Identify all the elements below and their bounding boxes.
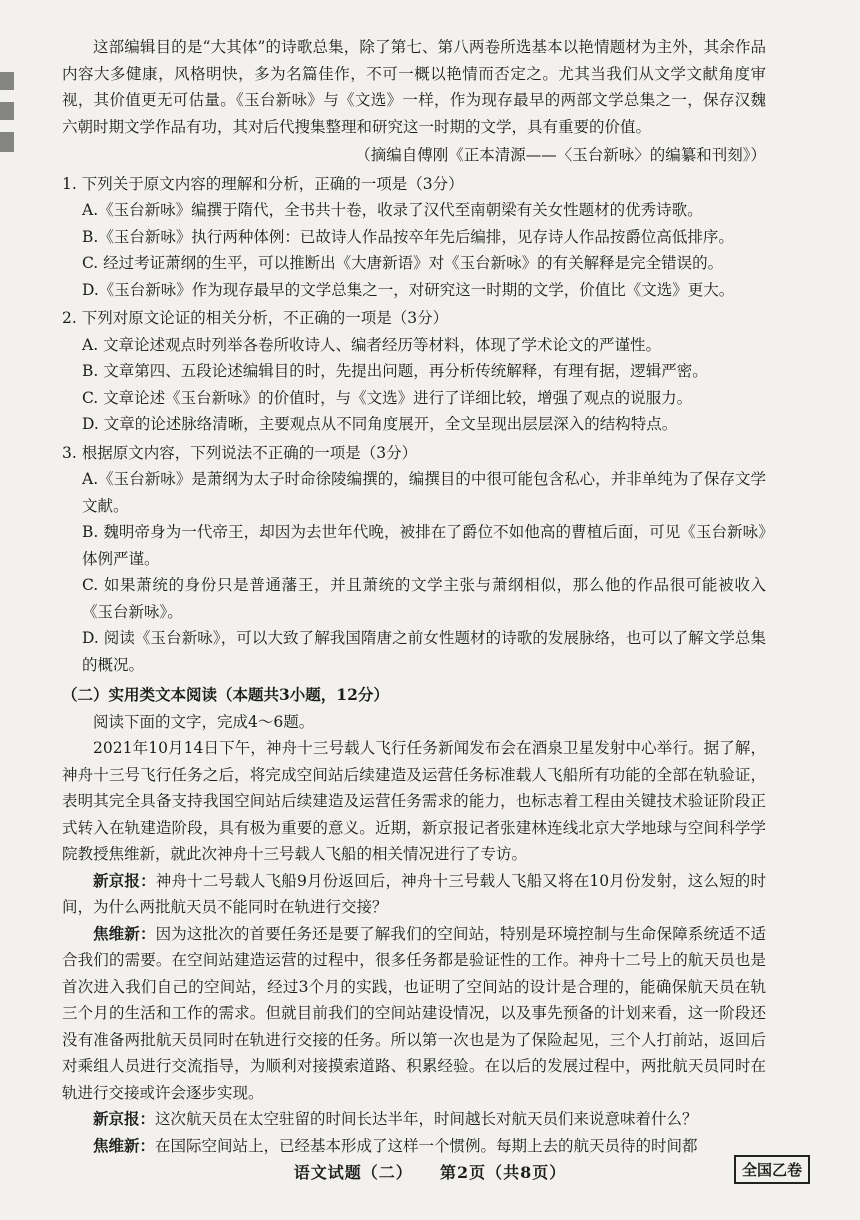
article-lead: 2021年10月14日下午，神舟十三号载人飞行任务新闻发布会在酒泉卫星发射中心举行。据了解，神舟十三号飞行任务之后，将完成空间站后续建造及运营任务标准载人飞船所有功能的全部在轨验证，表明其完全具备支持我国空间站后续建造及运营任务需求的能力，也标志着工程由关键技术验证阶段正式转入在轨建造阶段，具有极为重要的意义。近期，新京报记者张建林连线北京大学地球与空间科学学院教授焦维新，就此次神舟十三号载人飞船的相关情况进行了专访。 xyxy=(62,739,766,863)
qa-item xyxy=(62,921,766,1107)
qa-item xyxy=(62,1133,766,1160)
question-stem: 3. 根据原文内容，下列说法不正确的一项是（3分） xyxy=(62,443,418,462)
option-c: C. 如果萧统的身份只是普通藩王，并且萧统的文学主张与萧纲相似，那么他的作品很可能被收入《玉台新咏》。 xyxy=(82,576,766,621)
question-stem: 1. 下列关于原文内容的理解和分析，正确的一项是（3分） xyxy=(62,174,464,193)
option-a: A. 文章论述观点时列举各卷所收诗人、编者经历等材料，体现了学术论文的严谨性。 xyxy=(82,335,662,354)
instruction: 阅读下面的文字，完成4～6题。 xyxy=(93,712,315,731)
qa-text: 神舟十二号载人飞船9月份返回后，神舟十三号载人飞船又将在10月份发射，这么短的时间，为什么两批航天员不能同时在轨进行交接？ xyxy=(62,871,766,916)
speaker: 焦维新： xyxy=(93,923,156,943)
exam-region-badge: 全国乙卷 xyxy=(734,1155,810,1184)
option-c: C. 文章论述《玉台新咏》的价值时，与《文选》进行了详细比较，增强了观点的说服力。 xyxy=(82,388,693,407)
section-title: （二）实用类文本阅读（本题共3小题，12分） xyxy=(62,685,389,704)
question-1 xyxy=(62,171,766,304)
speaker: 新京报： xyxy=(93,1109,156,1128)
qa-text: 在国际空间站上，已经基本形成了这样一个惯例。每期上去的航天员待的时间都 xyxy=(155,1136,698,1155)
option-a: A.《玉台新咏》编撰于隋代，全书共十卷，收录了汉代至南朝梁有关女性题材的优秀诗歌。 xyxy=(82,201,703,219)
qa-text: 这次航天员在太空驻留的时间长达半年，时间越长对航天员们来说意味着什么？ xyxy=(155,1110,698,1128)
source-citation: （摘编自傅刚《正本清源——〈玉台新咏〉的编纂和刊刻》） xyxy=(355,146,766,164)
option-c: C. 经过考证萧纲的生平，可以推断出《大唐新语》对《玉台新咏》的有关解释是完全错误的。 xyxy=(82,254,724,272)
exam-title: 语文试题（二） xyxy=(293,1163,413,1182)
option-b: B. 魏明帝身为一代帝王，却因为去世年代晚，被排在了爵位不如他高的曹植后面，可见《玉台新咏》体例严谨。 xyxy=(82,523,766,568)
speaker: 新京报： xyxy=(93,870,156,890)
qa-item xyxy=(62,868,766,921)
option-b: B. 文章第四、五段论述编辑目的时，先提出问题，再分析传统解释，有理有据，逻辑严密。 xyxy=(82,362,708,380)
question-2 xyxy=(62,305,766,438)
page-number: 第2页（共8页） xyxy=(439,1163,567,1182)
intro-paragraph: 这部编辑目的是“大其体”的诗歌总集，除了第七、第八两卷所选基本以艳情题材为主外，其余作品内容大多健康，风格明快，多为名篇佳作，不可一概以艳情而否定之。尤其当我们从文学文献角度审视，其价值更无可估量。《玉台新咏》与《文选》一样，作为现存最早的两部文学总集之一，保存汉魏六朝时期文学作品有功，其对后代搜集整理和研究这一时期的文学，具有重要的价值。 xyxy=(62,38,766,136)
question-stem: 2. 下列对原文论证的相关分析，不正确的一项是（3分） xyxy=(62,309,449,327)
binding-edge-mark xyxy=(0,72,14,172)
option-d: D. 阅读《玉台新咏》，可以大致了解我国隋唐之前女性题材的诗歌的发展脉络，也可以了解文学总集的概况。 xyxy=(82,629,766,674)
qa-text: 因为这批次的首要任务还是要了解我们的空间站，特别是环境控制与生命保障系统适不适合我们的需要。在空间站建造运营的过程中，很多任务都是验证性的工作。神舟十二号上的航天员也是首次进入我们自己的空间站，经过3个月的实践，也证明了空间站的设计是合理的，能确保航天员在轨三个月的生活和工作的需求。但就目前我们的空间站建设情况，以及事先预备的计划来看，这一阶段还没有准备两批航天员同时在轨进行交接的任务。所以第一次也是为了保险起见，三个人打前站，返回后对乘组人员进行交流指导，为顺利对接摸索道路、积累经验。在以后的发展过程中，两批航天员同时在轨进行交接或许会逐步实现。 xyxy=(62,924,766,1102)
qa-item xyxy=(62,1106,766,1133)
option-d: D.《玉台新咏》作为现存最早的文学总集之一，对研究这一时期的文学，价值比《文选》更大。 xyxy=(82,280,735,299)
page-footer xyxy=(0,1160,860,1183)
page-content xyxy=(62,34,766,1159)
speaker: 焦维新： xyxy=(93,1135,156,1155)
option-d: D. 文章的论述脉络清晰，主要观点从不同角度展开，全文呈现出层层深入的结构特点。 xyxy=(82,415,678,433)
option-a: A.《玉台新咏》是萧纲为太子时命徐陵编撰的，编撰目的中很可能包含私心，并非单纯为了保存文学文献。 xyxy=(82,470,766,515)
question-3 xyxy=(62,440,766,679)
option-b: B.《玉台新咏》执行两种体例：已故诗人作品按卒年先后编排，见存诗人作品按爵位高低排序。 xyxy=(82,227,734,246)
